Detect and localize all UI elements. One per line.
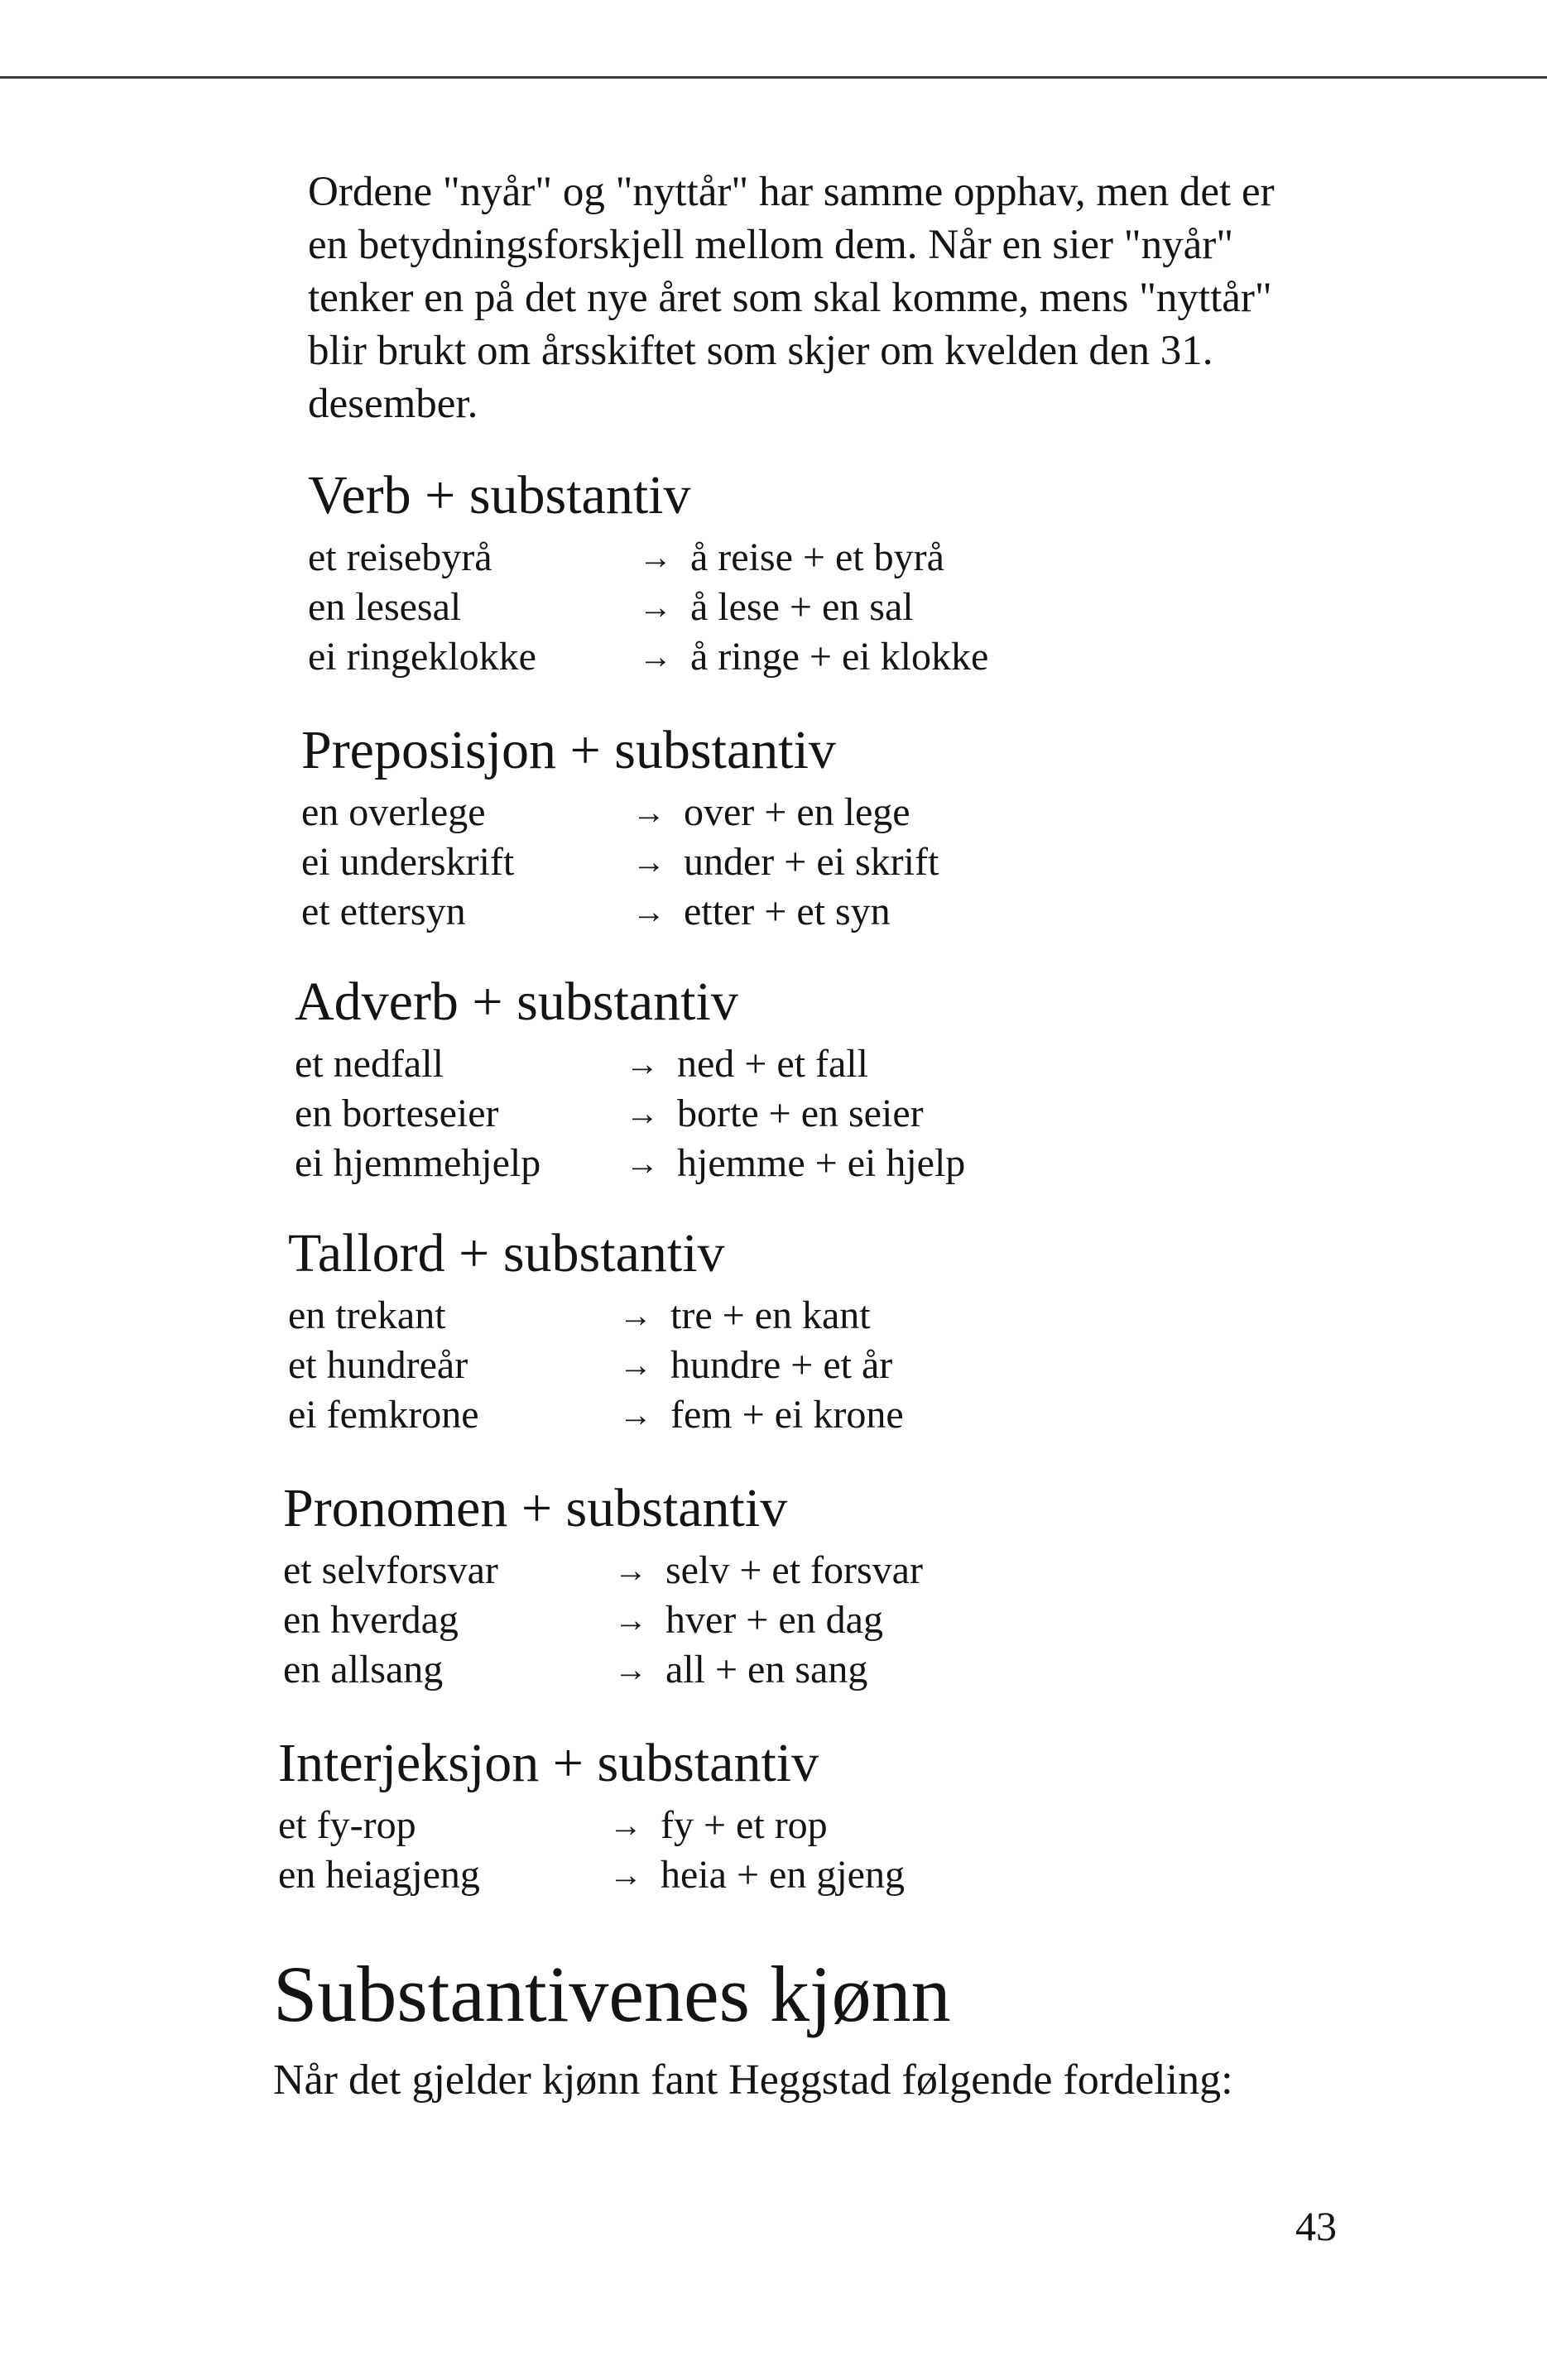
word-parts: å ringe + ei klokke bbox=[690, 635, 989, 679]
intro-line: en betydningsforskjell mellom dem. Når en sier "nyår" bbox=[308, 222, 1234, 268]
word-parts: over + en lege bbox=[684, 790, 910, 834]
section-tallord bbox=[288, 1221, 1530, 1440]
word-parts: hundre + et år bbox=[670, 1343, 893, 1387]
word-parts: borte + en seier bbox=[677, 1092, 924, 1135]
section-title: Adverb + substantiv bbox=[295, 972, 738, 1032]
compound-word: en heiagjeng bbox=[278, 1853, 480, 1897]
compound-word: ei hjemmehjelp bbox=[295, 1141, 541, 1185]
word-row bbox=[308, 583, 1547, 632]
word-parts: ned + et fall bbox=[677, 1042, 868, 1086]
arrow-icon: → bbox=[639, 638, 672, 675]
arrow-icon: → bbox=[626, 1095, 659, 1132]
compound-word: en borteseier bbox=[295, 1092, 499, 1135]
word-parts: å lese + en sal bbox=[690, 585, 914, 629]
arrow-icon: → bbox=[619, 1396, 652, 1433]
word-parts: fem + ei krone bbox=[670, 1393, 904, 1437]
word-row bbox=[283, 1595, 1525, 1645]
compound-word: ei underskrift bbox=[301, 840, 515, 884]
compound-word: ei femkrone bbox=[288, 1393, 479, 1437]
section-title: Interjeksjon + substantiv bbox=[278, 1733, 819, 1793]
compound-word: et reisebyrå bbox=[308, 535, 492, 579]
arrow-icon: → bbox=[619, 1346, 652, 1384]
compound-word: et hundreår bbox=[288, 1343, 468, 1387]
word-row bbox=[288, 1341, 1530, 1390]
word-row bbox=[301, 837, 1543, 887]
word-parts: tre + en kant bbox=[670, 1293, 871, 1337]
word-row bbox=[301, 887, 1543, 937]
section-title: Tallord + substantiv bbox=[288, 1223, 725, 1284]
word-row bbox=[308, 632, 1547, 682]
word-parts: hver + en dag bbox=[665, 1598, 883, 1642]
word-row bbox=[295, 1089, 1536, 1139]
compound-word: et fy-rop bbox=[278, 1803, 416, 1847]
compound-word: en lesesal bbox=[308, 585, 462, 629]
word-row bbox=[295, 1039, 1536, 1089]
word-row bbox=[278, 1850, 1520, 1900]
intro-line: blir brukt om årsskiftet som skjer om kvelden den 31. bbox=[308, 328, 1213, 374]
compound-word: et ettersyn bbox=[301, 890, 466, 933]
arrow-icon: → bbox=[632, 794, 665, 831]
arrow-icon: → bbox=[619, 1297, 652, 1334]
word-parts: etter + et syn bbox=[684, 890, 891, 933]
arrow-icon: → bbox=[609, 1807, 642, 1844]
section-title: Preposisjon + substantiv bbox=[301, 720, 836, 780]
closing-sentence: Når det gjelder kjønn fant Heggstad følgende fordeling: bbox=[273, 2056, 1233, 2104]
word-row bbox=[301, 788, 1543, 837]
compound-word: et nedfall bbox=[295, 1042, 444, 1086]
word-parts: hjemme + ei hjelp bbox=[677, 1141, 966, 1185]
word-parts: all + en sang bbox=[665, 1648, 868, 1691]
section-verb bbox=[308, 463, 1547, 682]
arrow-icon: → bbox=[609, 1856, 642, 1893]
word-row bbox=[278, 1801, 1520, 1850]
intro-line: desember. bbox=[308, 381, 478, 427]
compound-word: en trekant bbox=[288, 1293, 446, 1337]
arrow-icon: → bbox=[639, 539, 672, 576]
compound-word: ei ringeklokke bbox=[308, 635, 536, 679]
compound-word: en overlege bbox=[301, 790, 486, 834]
word-row bbox=[295, 1139, 1536, 1188]
word-parts: fy + et rop bbox=[661, 1803, 828, 1847]
arrow-icon: → bbox=[626, 1144, 659, 1182]
section-adverb bbox=[295, 970, 1536, 1188]
word-row bbox=[288, 1291, 1530, 1341]
section-pronomen bbox=[283, 1476, 1525, 1695]
compound-word: en allsang bbox=[283, 1648, 444, 1691]
arrow-icon: → bbox=[614, 1601, 647, 1639]
word-parts: selv + et forsvar bbox=[665, 1548, 923, 1592]
intro-line: tenker en på det nye året som skal komme, mens "nyttår" bbox=[308, 275, 1272, 321]
section-title: Pronomen + substantiv bbox=[283, 1478, 788, 1538]
word-parts: å reise + et byrå bbox=[690, 535, 944, 579]
word-parts: under + ei skrift bbox=[684, 840, 939, 884]
word-row bbox=[283, 1546, 1525, 1595]
section-preposisjon bbox=[301, 718, 1543, 937]
section-interjeksjon bbox=[278, 1731, 1520, 1900]
arrow-icon: → bbox=[614, 1651, 647, 1688]
word-row bbox=[308, 533, 1547, 583]
page-number: 43 bbox=[1295, 2203, 1337, 2249]
arrow-icon: → bbox=[614, 1552, 647, 1589]
section-title: Verb + substantiv bbox=[308, 465, 691, 525]
compound-word: et selvforsvar bbox=[283, 1548, 498, 1592]
word-parts: heia + en gjeng bbox=[661, 1853, 905, 1897]
arrow-icon: → bbox=[632, 843, 665, 881]
compound-word: en hverdag bbox=[283, 1598, 459, 1642]
arrow-icon: → bbox=[626, 1045, 659, 1082]
word-row bbox=[288, 1390, 1530, 1440]
arrow-icon: → bbox=[632, 893, 665, 930]
chapter-heading: Substantivenes kjønn bbox=[273, 1950, 951, 2038]
intro-line: Ordene "nyår" og "nyttår" har samme opphav, men det er bbox=[308, 169, 1275, 215]
intro-paragraph bbox=[308, 166, 1367, 430]
word-row bbox=[283, 1645, 1525, 1695]
top-rule bbox=[0, 76, 1547, 79]
arrow-icon: → bbox=[639, 588, 672, 626]
